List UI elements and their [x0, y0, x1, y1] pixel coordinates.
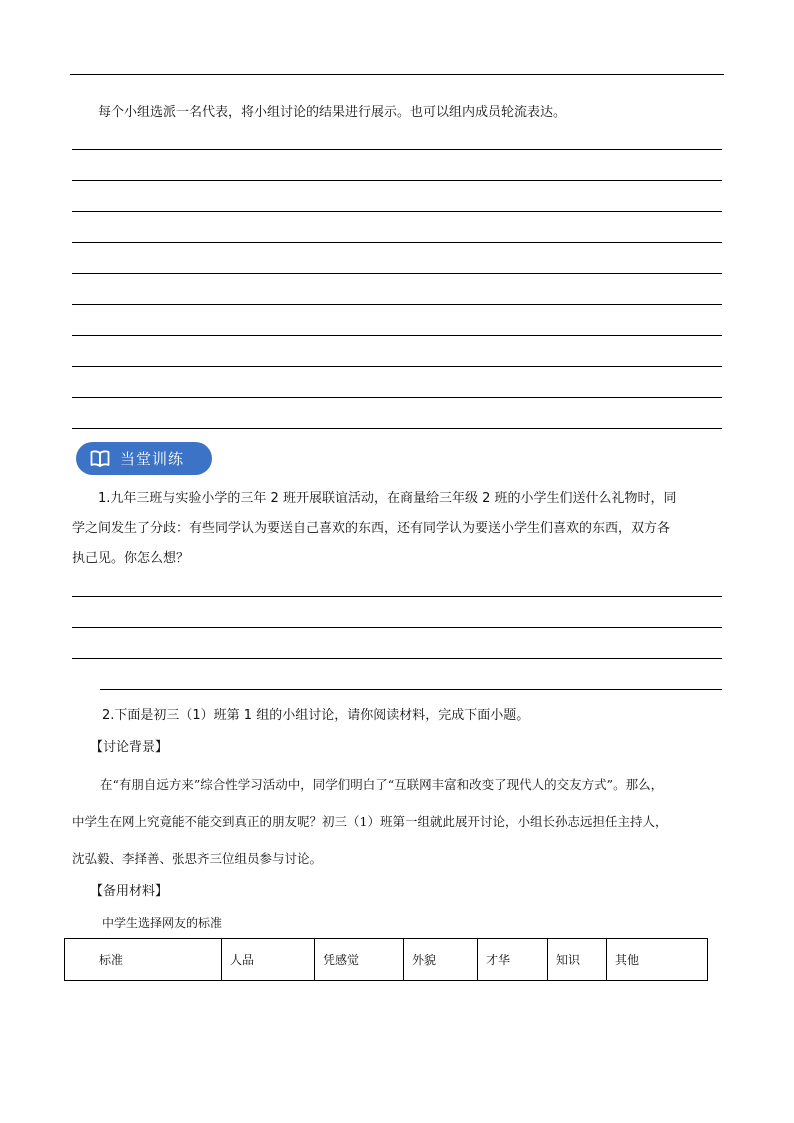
discussion-heading: 【讨论背景】 — [90, 740, 169, 755]
table-cell: 外貌 — [404, 939, 478, 981]
answer-line — [72, 658, 722, 659]
answer-line — [72, 211, 722, 212]
question-1 — [72, 484, 724, 574]
discussion-line: 沈弘毅、李择善、张思齐三位组员参与讨论。 — [72, 851, 323, 866]
answer-line — [72, 627, 722, 628]
answer-line — [72, 428, 722, 429]
answer-line — [72, 397, 722, 398]
criteria-table — [64, 938, 708, 981]
intro-text: 每个小组选派一名代表，将小组讨论的结果进行展示。也可以组内成员轮流表达。 — [98, 105, 567, 120]
discussion-background — [72, 766, 724, 877]
table-cell: 人品 — [222, 939, 315, 981]
table-cell: 才华 — [478, 939, 548, 981]
materials-heading: 【备用材料】 — [90, 884, 169, 899]
discussion-line: 中学生在网上究竟能不能交到真正的朋友呢？初三（1）班第一组就此展开讨论，小组长孙志远担任主持人， — [72, 814, 668, 829]
answer-line — [72, 242, 722, 243]
open-book-icon — [90, 450, 110, 467]
table-cell: 标准 — [65, 939, 222, 981]
table-caption: 中学生选择网友的标准 — [102, 916, 223, 930]
answer-line — [72, 180, 722, 181]
answer-line — [100, 689, 722, 690]
answer-line — [72, 273, 722, 274]
answer-line — [72, 596, 722, 597]
table-cell: 知识 — [548, 939, 607, 981]
header-rule — [70, 74, 724, 75]
answer-line — [72, 366, 722, 367]
answer-line — [72, 335, 722, 336]
table-cell: 凭感觉 — [315, 939, 404, 981]
question-2: 2.下面是初三（1）班第 1 组的小组讨论，请你阅读材料，完成下面小题。 — [102, 708, 530, 723]
answer-line — [72, 149, 722, 150]
table-row — [65, 939, 708, 981]
answer-line — [72, 304, 722, 305]
question-1-line: 学之间发生了分歧：有些同学认为要送自己喜欢的东西，还有同学认为要送小学生们喜欢的东西，双方各 — [72, 521, 671, 536]
question-1-line: 执己见。你怎么想？ — [72, 551, 190, 566]
table-cell: 其他 — [607, 939, 708, 981]
section-badge — [76, 442, 212, 475]
discussion-line: 在“有朋自远方来”综合性学习活动中，同学们明白了“互联网丰富和改变了现代人的交友方式”。那么， — [100, 777, 664, 792]
section-badge-label: 当堂训练 — [120, 450, 185, 468]
question-1-line: 1.九年三班与实验小学的三年 2 班开展联谊活动，在商量给三年级 2 班的小学生们送什么礼物时，同 — [98, 491, 677, 506]
